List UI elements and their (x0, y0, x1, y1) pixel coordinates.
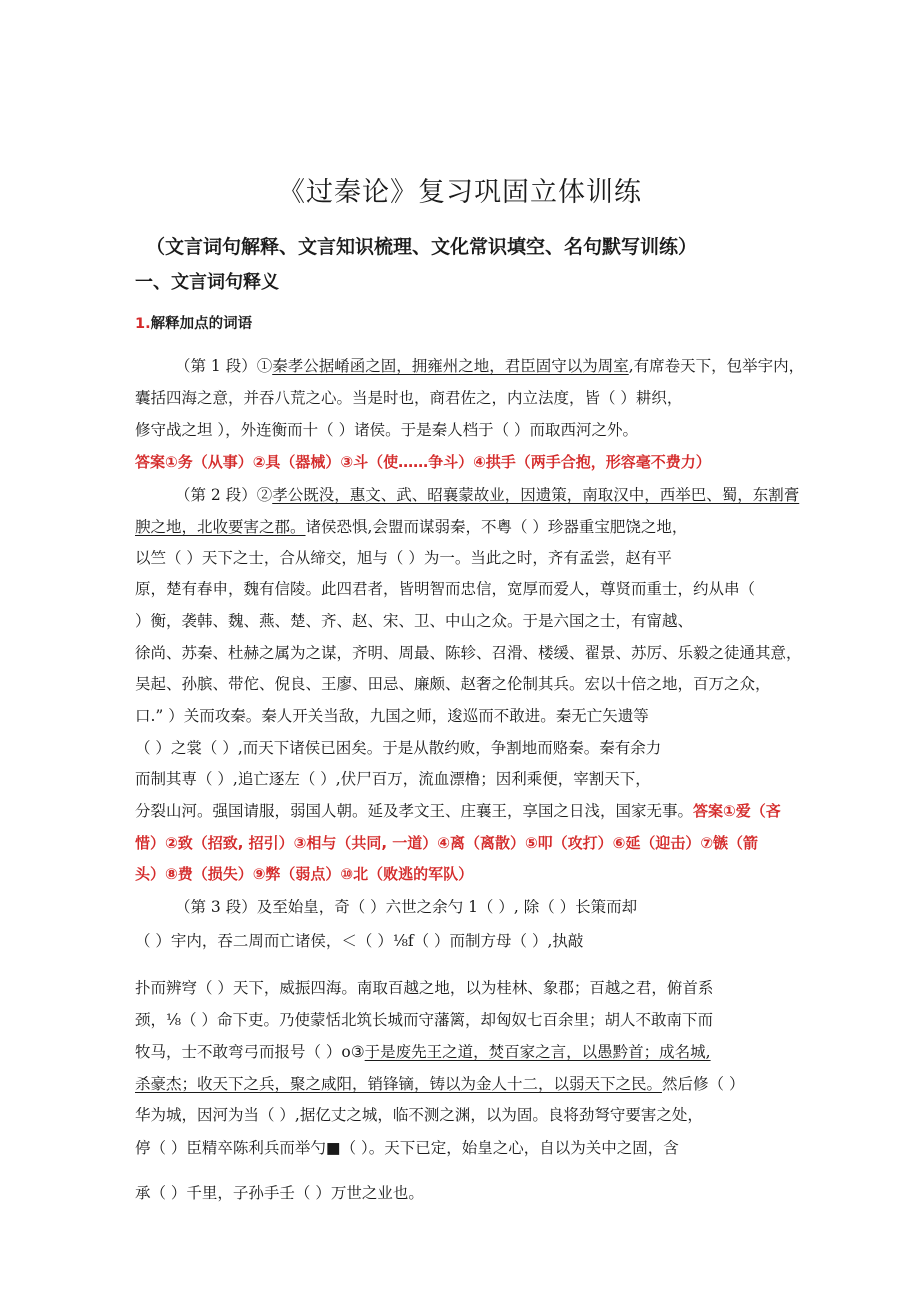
text-line: 扑而辨穹（ ）天下，威振四海。南取百越之地，以为桂林、象郡；百越之君，俯首系 (135, 979, 714, 997)
underlined-sentence: 杀豪杰；收天下之兵，聚之咸阳，销锋镝，铸以为金人十二，以弱天下之民。 (135, 1075, 663, 1093)
subsection-number: 1. (135, 316, 151, 332)
text-line: （ ）宇内，吞二周而亡诸侯，＜（ ）⅛f（ ）而制方母（ ）,执敲 (135, 932, 584, 950)
text-line: 以竺（ ）天下之士，合从缔交，旭与（ ）为一。当此之时，齐有孟尝，赵有平 (135, 549, 672, 567)
text-line: （第 2 段）②孝公既没，惠文、武、昭襄蒙故业，因遗策，南取汉中，西举巴、蜀，东割膏 (175, 486, 800, 504)
underlined-sentence: 秦孝公据崤函之固，拥雍州之地，君臣固守以为周室 (272, 357, 629, 375)
subsection-label: 解释加点的词语 (150, 316, 253, 332)
answer-text: 答案①爱（吝 (693, 802, 781, 820)
text-line: 腴之地，北收要害之郡。诸侯恐惧,会盟而谋弱秦，不粤（ ）珍器重宝肥饶之地， (135, 518, 688, 536)
text-line: （第 3 段）及至始皇，奇（ ）六世之余勺 1（ ）, 除（ ）长策而却 (175, 898, 638, 916)
text-line: 口.” ）关而攻秦。秦人开关当敌，九国之师，逡巡而不敢进。秦无亡矢遗等 (135, 707, 649, 725)
text-line: 囊括四海之意，并吞八荒之心。当是时也，商君佐之，内立法度，皆（ ）耕织， (135, 389, 683, 407)
underlined-sentence: 孝公既没，惠文、武、昭襄蒙故业，因遗策，南取汉中，西举巴、蜀，东割膏 (272, 486, 800, 504)
text-line: 牧马，士不敢弯弓而报号（ ）o③于是废先王之道，焚百家之言，以愚黔首；成名城, (135, 1043, 711, 1061)
text-line: 停（ ）臣精卒陈利兵而举勺■（ ）。天下已定，始皇之心，自以为关中之固，含 (135, 1139, 679, 1157)
answer-line: 答案①务（从事）②具（器械）③斗（使……争斗）④拱手（两手合抱，形容毫不费力） (135, 453, 711, 471)
text-line: 徐尚、苏秦、杜赫之属为之谋，齐明、周最、陈轸、召滑、楼缓、翟景、苏厉、乐毅之徒通其意， (135, 644, 802, 662)
underlined-sentence: 腴之地，北收要害之郡。 (135, 518, 306, 536)
page-title: 《过秦论》复习巩固立体训练 (278, 177, 642, 208)
answer-line: 头）⑧费（损失）⑨弊（弱点）⑩北（败逃的军队） (135, 865, 474, 883)
text-line: 颈，⅛（ ）命下吏。乃使蒙恬北筑长城而守藩篱，却匈奴七百余里；胡人不敢南下而 (135, 1011, 713, 1029)
text-line: 承（ ）千里，子孙手壬（ ）万世之业也。 (135, 1184, 424, 1202)
text-line: 分裂山河。强国请服，弱国人朝。延及孝文王、庄襄王，享国之日浅，国家无事。答案①爱（吝 (135, 802, 781, 820)
text-line: 修守战之坦 ），外连衡而十（ ）诸侯。于是秦人档于（ ）而取西河之外。 (135, 421, 639, 439)
text-line: 吴起、孙膑、带佗、倪良、王廖、田忌、廉颇、赵奢之伦制其兵。宏以十倍之地，百万之众， (135, 675, 771, 693)
text-line: （ ）之裳（ ）,而天下诸侯已困矣。于是从散约败，争割地而赂秦。秦有余力 (135, 739, 662, 757)
text-line: 杀豪杰；收天下之兵，聚之咸阳，销锋镝，铸以为金人十二，以弱天下之民。然后修（ ） (135, 1075, 745, 1093)
text-line: 华为城，因河为当（ ）,据亿丈之城，临不测之渊，以为固。良将劲弩守要害之处， (135, 1106, 703, 1124)
text-line: 原，楚有春申，魏有信陵。此四君者，皆明智而忠信，宽厚而爱人，尊贤而重士，约从串（ (135, 580, 756, 598)
section-heading: 一、文言词句释义 (135, 272, 279, 293)
answer-line: 惜）②致（招致, 招引）③相与（共同, 一道）④离（离散）⑤叩（攻打）⑥延（迎击）⑦镞（箭 (135, 834, 759, 852)
underlined-sentence: 于是废先王之道，焚百家之言，以愚黔首；成名城, (364, 1043, 711, 1061)
text-line: ）衡，袭韩、魏、燕、楚、齐、赵、宋、卫、中山之众。于是六国之士，有甯越、 (135, 612, 694, 630)
subsection-heading (135, 312, 252, 333)
text-line: （第 1 段）①秦孝公据崤函之固，拥雍州之地，君臣固守以为周室,有席卷天下，包举宇内， (175, 357, 805, 375)
text-line: 而制其専（ ）,追亡逐左（ ）,伏尸百万，流血漂橹；因利乘便，宰割天下， (135, 770, 651, 788)
page-subtitle: （文言词句解释、文言知识梳理、文化常识填空、名句默写训练） (146, 236, 698, 258)
